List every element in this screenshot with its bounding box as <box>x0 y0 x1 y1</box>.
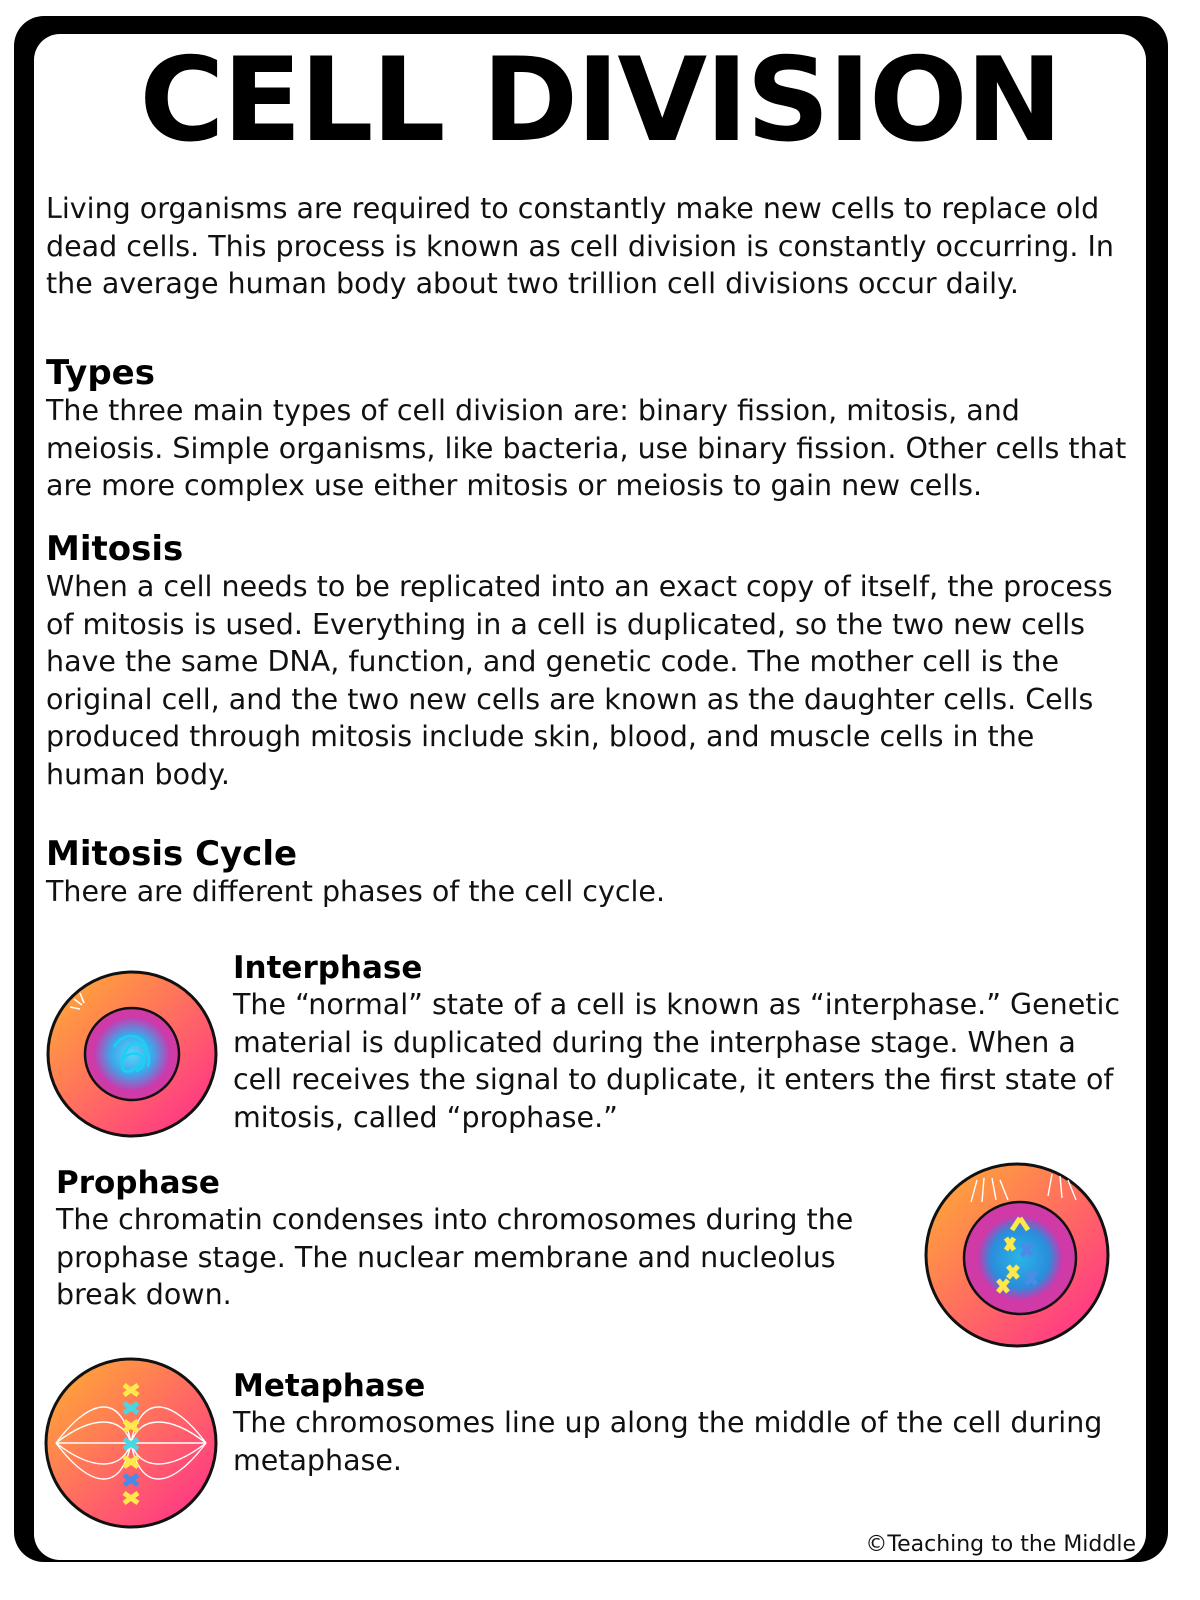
mitosis-cycle-section <box>46 835 1136 911</box>
mitosis-heading: Mitosis <box>46 529 184 569</box>
page-title: CELL DIVISION <box>139 33 1061 168</box>
types-paragraph: The three main types of cell division are: binary fission, mitosis, and meiosis. Simple organisms, like bacteria, use binary fission. Other cells that are more complex use either mitosis or meiosis to gain new cells. <box>46 394 1127 502</box>
intro-section <box>46 190 1136 303</box>
types-heading: Types <box>46 353 155 393</box>
interphase-heading: Interphase <box>233 950 423 986</box>
metaphase-section <box>233 1368 1153 1479</box>
metaphase-heading: Metaphase <box>233 1368 426 1404</box>
metaphase-paragraph: The chromosomes line up along the middle of the cell during metaphase. <box>233 1406 1103 1477</box>
copyright-credit: ©Teaching to the Middle <box>865 1532 1136 1557</box>
interphase-section <box>233 950 1133 1136</box>
interphase-cell-icon <box>44 967 220 1141</box>
mitosis-cycle-paragraph: There are different phases of the cell cycle. <box>46 875 666 908</box>
mitosis-section <box>46 530 1136 793</box>
interphase-paragraph: The “normal” state of a cell is known as “interphase.” Genetic material is duplicated during the interphase stage. When a cell receives the signal to duplicate, it enters the first state of mitosis, called “prophase.” <box>233 988 1121 1134</box>
types-section <box>46 354 1136 505</box>
prophase-section <box>56 1165 896 1314</box>
mitosis-cycle-heading: Mitosis Cycle <box>46 834 298 874</box>
prophase-paragraph: The chromatin condenses into chromosomes during the prophase stage. The nuclear membrane and nucleolus break down. <box>56 1203 854 1311</box>
prophase-heading: Prophase <box>56 1165 220 1201</box>
mitosis-paragraph: When a cell needs to be replicated into an exact copy of itself, the process of mitosis is used. Everything in a cell is duplicated, so the two new cells have the same DNA, function, and genetic code. The mother cell is the original cell, and the two new cells are known as the daughter cells. Cells produced through mitosis include skin, blood, and muscle cells in the human body. <box>46 570 1113 791</box>
metaphase-cell-icon <box>42 1355 220 1531</box>
prophase-cell-icon <box>922 1160 1112 1350</box>
intro-paragraph: Living organisms are required to constantly make new cells to replace old dead cells. This process is known as cell division is constantly occurring. In the average human body about two trillion cell divisions occur daily. <box>46 192 1114 300</box>
